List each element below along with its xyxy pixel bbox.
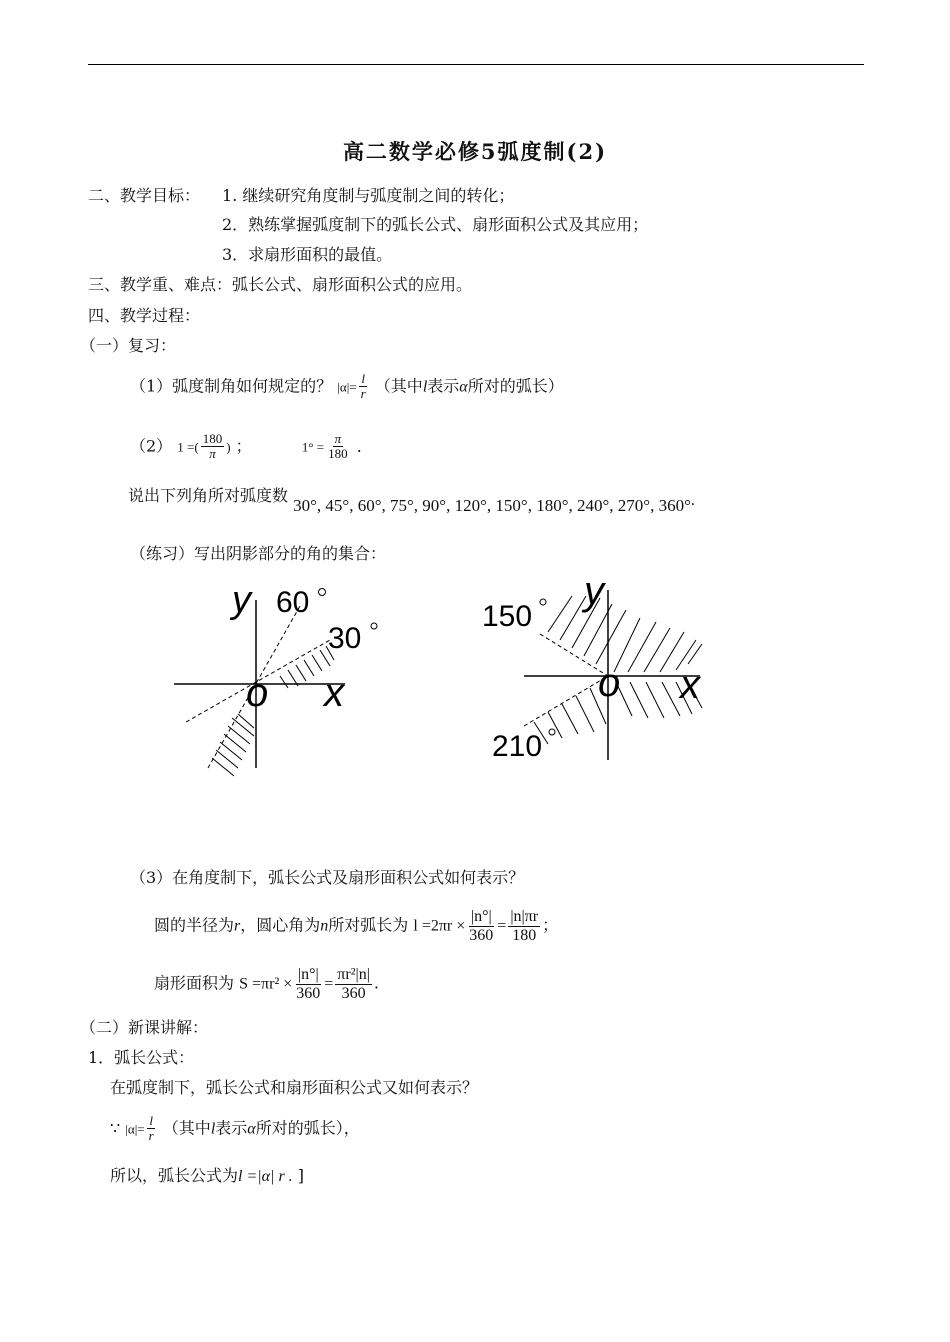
because-fraction — [147, 1114, 156, 1144]
q3-area-eq: = — [324, 975, 334, 993]
angles-list: 30°, 45°, 60°, 75°, 90°, 120°, 150°, 180°, 240°, 270°, 360° — [293, 496, 691, 515]
q2-prefix: （2） — [130, 436, 173, 456]
q3-area-f2-num: πr²|n| — [337, 966, 370, 983]
q2-f1-right: ) — [226, 439, 231, 455]
review-heading: （一）复习： — [80, 336, 177, 355]
q3-arc-left: l =2πr × — [413, 917, 466, 935]
goal-item-3: 3．求扇形面积的最值。 — [222, 245, 393, 264]
because-alpha: α — [247, 1120, 256, 1138]
q1-alpha: α — [459, 378, 468, 396]
key-points: 三、教学重、难点：弧长公式、扇形面积公式的应用。 — [88, 275, 473, 294]
q1-l: l — [422, 378, 428, 396]
because-num: l — [149, 1113, 153, 1128]
q3-arc-end: ； — [542, 915, 559, 935]
because-b: 表示 — [215, 1118, 248, 1138]
q2-f2-num: π — [334, 431, 342, 446]
fig2-210-label: 210 — [492, 730, 543, 763]
q3-circle-b: ，圆心角为 — [240, 915, 321, 935]
q2-f1-left: 1 =( — [177, 439, 199, 455]
q1-suffix-c: 所对的弧长） — [467, 376, 564, 396]
fig2-y-label: y — [584, 569, 604, 613]
q3-arc-line — [154, 908, 558, 944]
practice-text: （练习）写出阴影部分的角的集合： — [130, 544, 387, 563]
q3-arc-frac-2 — [508, 908, 540, 944]
because-den: r — [148, 1128, 154, 1144]
fig1-x-label: x — [324, 671, 344, 715]
say-label: 说出下列角所对弧度数 — [128, 486, 289, 505]
so-end: ] — [297, 1166, 305, 1185]
fig2-hatch-upper — [548, 596, 702, 672]
section-1-heading: 1．弧长公式： — [88, 1048, 195, 1067]
process-heading: 四、教学过程： — [88, 306, 201, 325]
q2-sep: ； — [235, 436, 252, 456]
q3-text: （3）在角度制下，弧长公式及扇形面积公式如何表示？ — [130, 868, 525, 887]
fig2-o-label: o — [598, 661, 621, 705]
fig2-x-label: x — [680, 663, 700, 707]
q3-area-f1-den: 360 — [296, 984, 321, 1002]
fig2-210-degree-icon — [549, 729, 555, 735]
fig1-o-label: o — [246, 671, 269, 715]
q1-formula-left: |α|= — [337, 379, 357, 395]
fig1-60-label: 60 — [276, 586, 310, 619]
because-icon: ∵ — [110, 1118, 121, 1138]
fig2-150-label: 150 — [482, 600, 533, 633]
because-line — [110, 1114, 360, 1144]
q3-arc-f2-num: |n|πr — [510, 908, 539, 925]
q3-arc-f2-den: 180 — [512, 926, 537, 944]
q2-end: ． — [356, 436, 373, 456]
new-heading: （二）新课讲解： — [80, 1018, 209, 1037]
page-title: 高二数学必修5弧度制(2) — [342, 139, 608, 164]
q3-arc-frac-1 — [467, 908, 495, 944]
q2-f1-den: π — [209, 446, 216, 462]
angles-end: . — [690, 492, 695, 509]
q2-f2-left: 1° = — [301, 439, 325, 455]
q3-area-frac-2 — [335, 966, 372, 1002]
q3-area-end: . — [373, 973, 379, 993]
q2-f1-num: 180 — [202, 431, 223, 446]
q3-arc-f1-num: |n°| — [470, 908, 492, 925]
goal-item-1: 1. 继续研究角度制与弧度制之间的转化； — [222, 186, 515, 205]
q3-arc-eq: = — [497, 917, 507, 935]
q1-suffix-a: （其中 — [374, 376, 423, 396]
q3-arc-f1-den: 360 — [469, 926, 494, 944]
fig1-y-label: y — [232, 579, 251, 621]
q3-r: r — [234, 917, 241, 935]
goal-item-2: 2．熟练掌握弧度制下的弧长公式、扇形面积公式及其应用； — [222, 215, 649, 234]
q1-prefix: （1）弧度制角如何规定的？ — [130, 376, 333, 396]
so-formula: l =|α| r . — [238, 1168, 293, 1185]
q3-area-frac-1 — [294, 966, 322, 1002]
q3-area-f1-num: |n°| — [297, 966, 319, 983]
q3-area-f2-den: 360 — [341, 984, 366, 1002]
goals-heading: 二、教学目标： — [88, 186, 201, 205]
q3-area-left: S =πr² × — [239, 975, 293, 993]
so-a: 所以，弧长公式为 — [110, 1166, 239, 1185]
q3-circle-a: 圆的半径为 — [154, 915, 235, 935]
q3-area-line — [154, 966, 379, 1002]
because-a: （其中 — [162, 1118, 211, 1138]
so-line — [110, 1164, 304, 1189]
q1-suffix-b: 表示 — [427, 376, 460, 396]
because-left: |α|= — [125, 1121, 145, 1137]
q1-num: l — [361, 371, 365, 386]
q3-n: n — [320, 917, 329, 935]
q2-f2-den: 180 — [328, 446, 348, 462]
because-c: 所对的弧长）， — [255, 1118, 360, 1138]
q1-den: r — [360, 386, 366, 402]
fig1-30-label: 30 — [328, 622, 362, 655]
q3-circle-c: 所对弧长为 — [328, 915, 409, 935]
fig2-150-degree-icon — [540, 599, 546, 605]
because-l: l — [210, 1120, 216, 1138]
section-1-question: 在弧度制下，弧长公式和扇形面积公式又如何表示？ — [110, 1078, 479, 1097]
q3-area-a: 扇形面积为 — [154, 973, 235, 993]
